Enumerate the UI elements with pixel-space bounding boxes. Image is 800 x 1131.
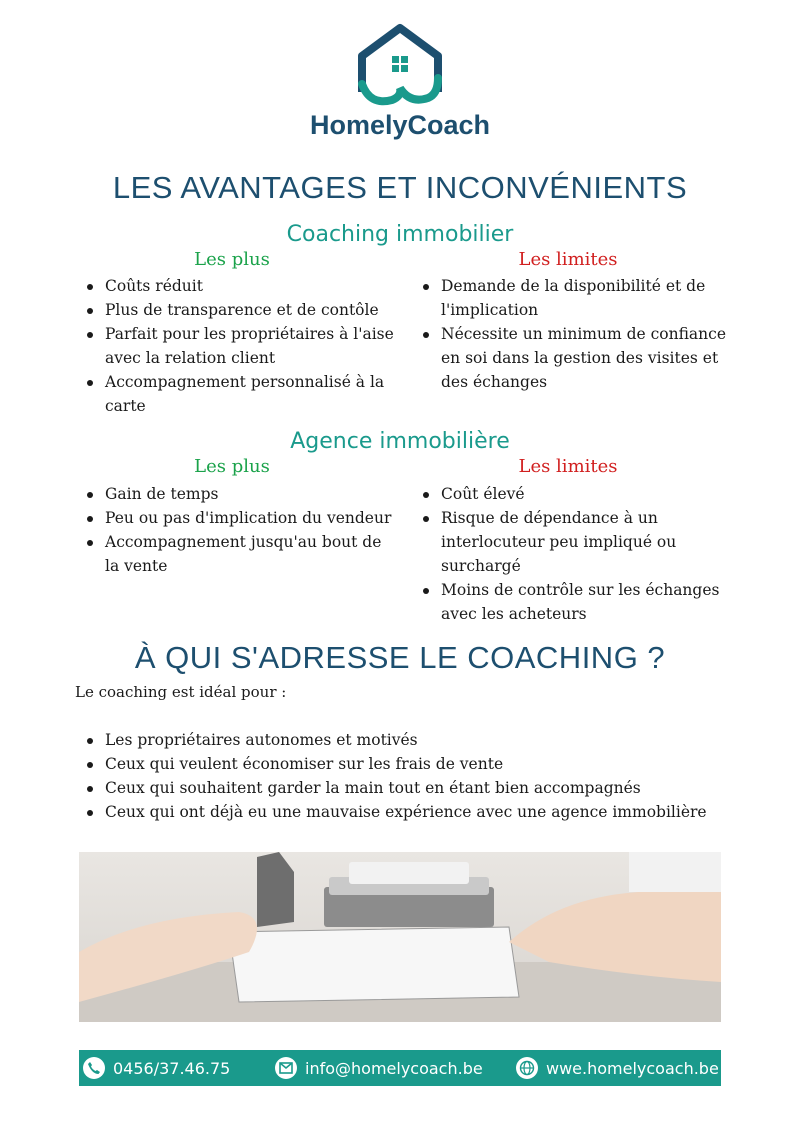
list-item: Plus de transparence et de contôle [105,298,395,322]
list-item: Accompagnement personnalisé à la carte [105,370,395,418]
list-item: Coûts réduit [105,274,395,298]
list-item: Peu ou pas d'implication du vendeur [105,506,395,530]
audience-list [75,728,785,824]
phone-icon [83,1057,105,1079]
list-item: Moins de contrôle sur les échanges avec les acheteurs [441,578,741,626]
email-contact[interactable] [275,1050,483,1086]
phone-number: 0456/37.46.75 [113,1058,231,1078]
web-contact[interactable] [516,1050,719,1086]
globe-icon [516,1057,538,1079]
list-item: Ceux qui veulent économiser sur les frais de vente [105,752,785,776]
coaching-limits-list [411,274,731,394]
homelycoach-logo [350,22,450,108]
limits-heading: Les limites [518,249,618,270]
limits-heading: Les limites [518,456,618,477]
list-item: Les propriétaires autonomes et motivés [105,728,785,752]
audience-title: À QUI S'ADRESSE LE COACHING ? [134,640,666,675]
section-title-coaching: Coaching immobilier [286,222,514,247]
website-url: wwe.homelycoach.be [546,1058,719,1078]
plus-heading: Les plus [194,456,270,477]
intro-text: Le coaching est idéal pour : [75,683,287,701]
list-item: Demande de la disponibilité et de l'implication [441,274,731,322]
plus-heading: Les plus [194,249,270,270]
brand-name: HomelyCoach [309,110,491,140]
section-title-agence: Agence immobilière [290,429,510,454]
contact-footer [79,1050,721,1086]
phone-contact[interactable] [83,1050,230,1086]
agence-plus-list [75,482,395,578]
list-item: Parfait pour les propriétaires à l'aise avec la relation client [105,322,395,370]
coaching-plus-list [75,274,395,418]
agence-limits-list [411,482,741,626]
list-item: Risque de dépendance à un interlocuteur peu impliqué ou surchargé [441,506,741,578]
list-item: Nécessite un minimum de confiance en soi dans la gestion des visites et des échanges [441,322,731,394]
list-item: Ceux qui souhaitent garder la main tout en étant bien accompagnés [105,776,785,800]
list-item: Ceux qui ont déjà eu une mauvaise expérience avec une agence immobilière [105,800,785,824]
list-item: Coût élevé [441,482,741,506]
list-item: Accompagnement jusqu'au bout de la vente [105,530,395,578]
email-address: info@homelycoach.be [305,1058,483,1078]
list-item: Gain de temps [105,482,395,506]
page-title: LES AVANTAGES ET INCONVÉNIENTS [112,170,688,205]
meeting-photo [79,852,721,1022]
mail-icon [275,1057,297,1079]
